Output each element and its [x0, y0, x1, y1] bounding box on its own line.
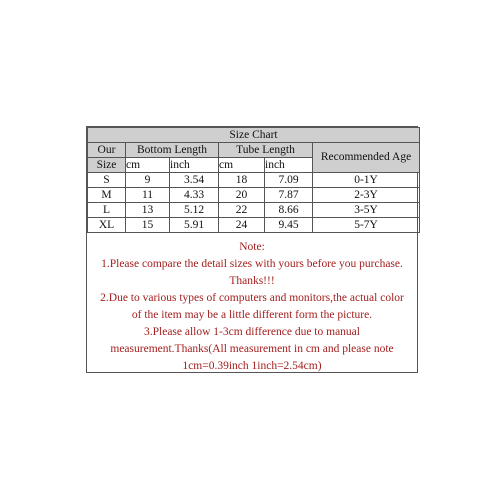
tube-inch-cell: 7.09 [265, 173, 313, 188]
notes-block [87, 233, 417, 375]
note-line: Thanks!!! [229, 275, 275, 287]
bottom-inch-cell: 5.91 [170, 218, 219, 233]
bottom-cm-unit: cm [126, 158, 170, 173]
table-row [88, 188, 420, 203]
recommended-age-header: Recommended Age [313, 143, 420, 173]
tube-inch-cell: 9.45 [265, 218, 313, 233]
age-cell: 5-7Y [313, 218, 420, 233]
size-cell: M [88, 188, 126, 203]
table-row [88, 173, 420, 188]
tube-cm-cell: 18 [219, 173, 265, 188]
tube-inch-cell: 7.87 [265, 188, 313, 203]
note-line: 1.Please compare the detail sizes with yours before you purchase. [101, 258, 403, 270]
tube-length-header: Tube Length [219, 143, 313, 158]
our-size-header-top: Our [88, 143, 126, 158]
bottom-inch-cell: 5.12 [170, 203, 219, 218]
table-row [88, 203, 420, 218]
tube-cm-cell: 24 [219, 218, 265, 233]
age-cell: 3-5Y [313, 203, 420, 218]
tube-inch-cell: 8.66 [265, 203, 313, 218]
size-chart [86, 126, 418, 373]
age-cell: 2-3Y [313, 188, 420, 203]
bottom-inch-cell: 3.54 [170, 173, 219, 188]
bottom-inch-cell: 4.33 [170, 188, 219, 203]
size-cell: S [88, 173, 126, 188]
chart-title: Size Chart [88, 128, 420, 143]
age-cell: 0-1Y [313, 173, 420, 188]
tube-inch-unit: inch [265, 158, 313, 173]
bottom-cm-cell: 13 [126, 203, 170, 218]
size-table [87, 127, 420, 233]
note-line: 3.Please allow 1-3cm difference due to manual [144, 326, 360, 338]
note-heading: Note: [239, 241, 265, 253]
bottom-cm-cell: 9 [126, 173, 170, 188]
note-line: measurement.Thanks(All measurement in cm and please note [110, 343, 394, 355]
table-row [88, 218, 420, 233]
note-line: of the item may be a little different form the picture. [131, 309, 373, 321]
bottom-cm-cell: 15 [126, 218, 170, 233]
bottom-cm-cell: 11 [126, 188, 170, 203]
tube-cm-cell: 22 [219, 203, 265, 218]
tube-cm-unit: cm [219, 158, 265, 173]
note-line: 2.Due to various types of computers and monitors,the actual color [100, 292, 404, 304]
size-cell: L [88, 203, 126, 218]
note-line: 1cm=0.39inch 1inch=2.54cm) [182, 360, 322, 372]
size-cell: XL [88, 218, 126, 233]
tube-cm-cell: 20 [219, 188, 265, 203]
our-size-header-bottom: Size [88, 158, 126, 173]
bottom-length-header: Bottom Length [126, 143, 219, 158]
bottom-inch-unit: inch [170, 158, 219, 173]
